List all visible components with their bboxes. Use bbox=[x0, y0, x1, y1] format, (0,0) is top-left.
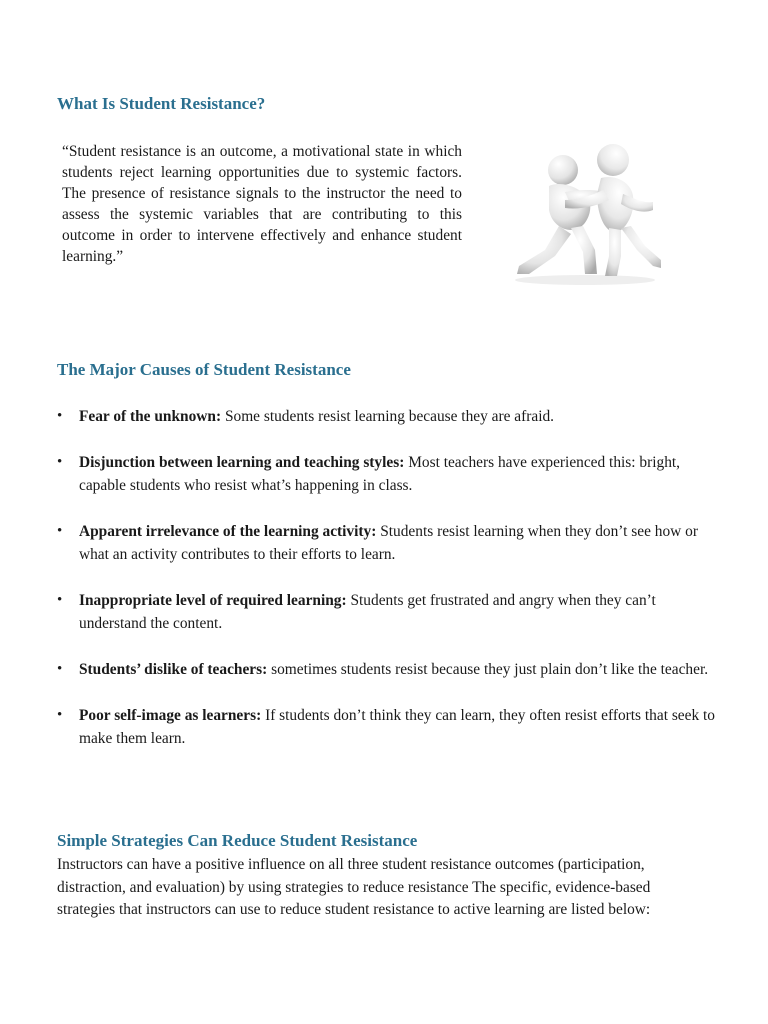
bullet-icon: • bbox=[57, 454, 63, 470]
two-figures-pushing-icon bbox=[505, 138, 665, 286]
cause-term: Poor self-image as learners: bbox=[79, 707, 262, 724]
section-title-major-causes: The Major Causes of Student Resistance bbox=[57, 360, 351, 379]
strategies-intro-text: Instructors can have a positive influence on all three student resistance outcomes (participation, distraction, and evaluation) by using strategies to reduce resistance bbox=[57, 856, 645, 896]
strategies-followup-text: The specific, evidence-based strategies that instructors can use to reduce student resistance to active learning are listed below: bbox=[57, 878, 651, 918]
list-item bbox=[57, 658, 727, 681]
cause-term: Disjunction between learning and teaching styles: bbox=[79, 454, 405, 471]
list-item bbox=[57, 405, 727, 428]
cause-term: Fear of the unknown: bbox=[79, 408, 222, 425]
list-item bbox=[57, 704, 727, 750]
cause-term: Apparent irrelevance of the learning activity: bbox=[79, 523, 377, 540]
strategies-paragraph bbox=[57, 854, 697, 922]
section-title-what-is-resistance: What Is Student Resistance? bbox=[57, 94, 266, 113]
definition-quote: “Student resistance is an outcome, a motivational state in which students reject learning opportunities due to systemic factors. The presence of resistance signals to the instructor the need to assess the systemic variables that are contributing to this outcome in order to intervene effectively and enhance student learning.” bbox=[62, 143, 462, 265]
causes-list bbox=[57, 405, 727, 773]
bullet-icon: • bbox=[57, 523, 63, 539]
cause-text: Most teachers have experienced this: bright, capable students who resist what’s happening in class. bbox=[79, 454, 681, 494]
list-item bbox=[57, 451, 727, 497]
bullet-icon: • bbox=[57, 707, 63, 723]
bullet-icon: • bbox=[57, 661, 63, 677]
cause-term: Inappropriate level of required learning: bbox=[79, 592, 347, 609]
bullet-icon: • bbox=[57, 592, 63, 608]
cause-text: Some students resist learning because they are afraid. bbox=[221, 408, 555, 425]
bullet-icon: • bbox=[57, 408, 63, 424]
cause-term: Students’ dislike of teachers: bbox=[79, 661, 268, 678]
cause-text: Students get frustrated and angry when they can’t understand the content. bbox=[79, 592, 656, 632]
cause-text: If students don’t think they can learn, they often resist efforts that seek to make them learn. bbox=[79, 707, 715, 747]
list-item bbox=[57, 520, 727, 566]
list-item bbox=[57, 589, 727, 635]
cause-text: sometimes students resist because they just plain don’t like the teacher. bbox=[267, 661, 709, 678]
section-title-simple-strategies: Simple Strategies Can Reduce Student Resistance bbox=[57, 831, 418, 850]
cause-text: Students resist learning when they don’t see how or what an activity contributes to their efforts to learn. bbox=[79, 523, 698, 563]
